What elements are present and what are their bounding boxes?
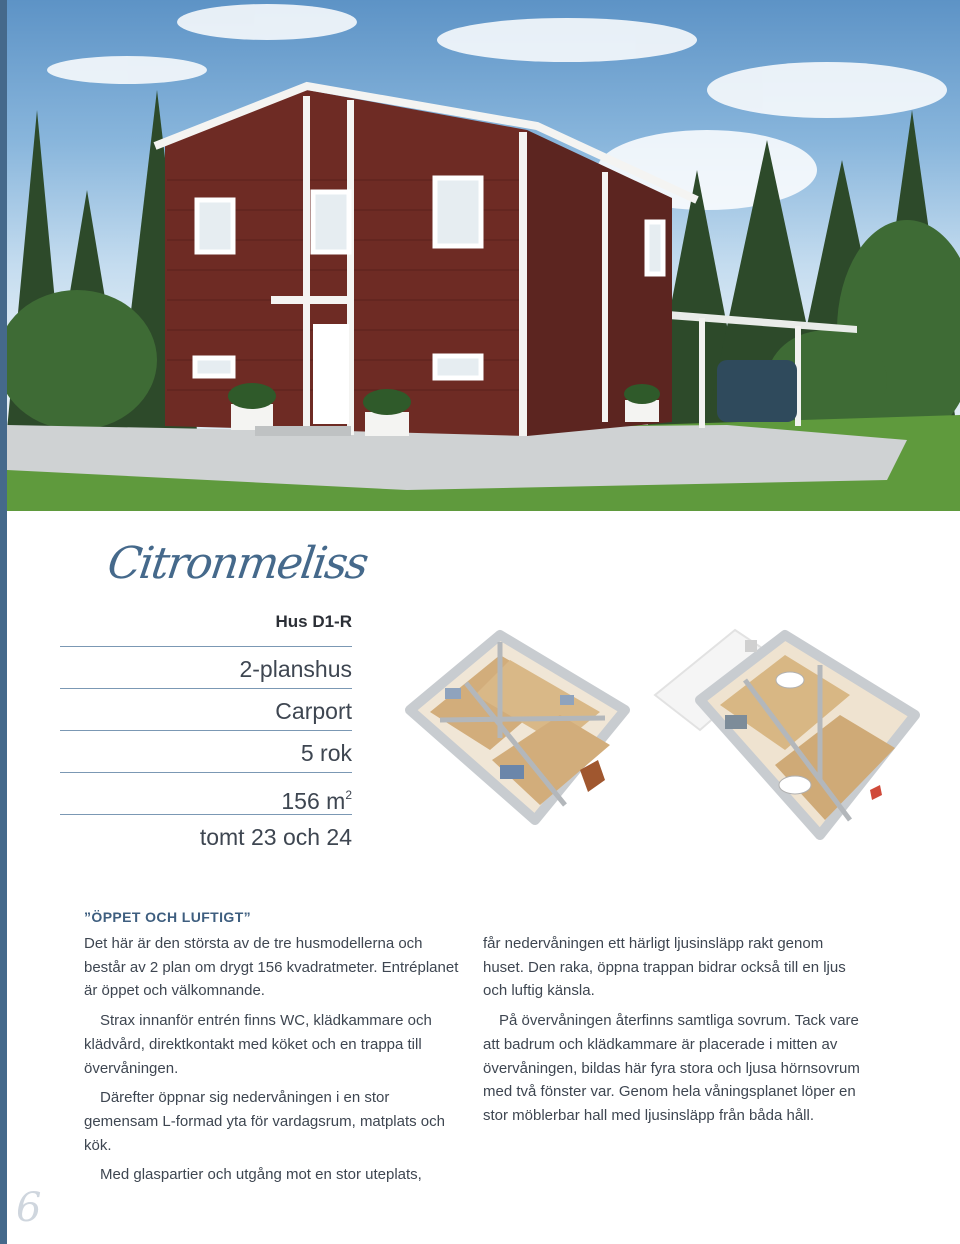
- spec-item-plot: tomt 23 och 24: [60, 814, 352, 856]
- paragraph: Med glaspartier och utgång mot en stor uteplats,: [100, 1166, 422, 1184]
- area-unit-superscript: 2: [345, 788, 352, 802]
- model-label: Hus D1-R: [275, 612, 352, 631]
- house-name-title: Citronmeliss: [104, 538, 370, 589]
- spec-item: 5 rok: [60, 730, 352, 772]
- paragraph: Strax innanför entrén finns WC, klädkammare och klädvård, direktkontakt med köket och en trappa till övervåningen.: [84, 1012, 432, 1077]
- paragraph: Därefter öppnar sig nedervåningen i en stor gemensam L-formad yta för vardagsrum, matplats och kök.: [84, 1089, 445, 1154]
- paragraph: Det här är den största av de tre husmodellerna och består av 2 plan om drygt 156 kvadratmeter. Entréplanet är öppet och välkomnande.: [84, 935, 459, 1000]
- lower-floor-plan: [655, 630, 915, 835]
- spec-list: [60, 646, 352, 856]
- text-column-left: [84, 932, 464, 1193]
- spec-item: 2-planshus: [60, 646, 352, 688]
- paragraph: får nedervåningen ett härligt ljusinsläpp rakt genom huset. Den raka, öppna trappan bidrar också till en ljus och luftig känsla.: [483, 935, 846, 1000]
- spec-item: Carport: [60, 688, 352, 730]
- floor-plans: [400, 620, 940, 850]
- house-photo: [7, 0, 960, 511]
- spec-item-area: [60, 772, 352, 814]
- upper-floor-plan: [410, 635, 625, 820]
- paragraph: På övervåningen återfinns samtliga sovrum. Tack vare att badrum och klädkammare är placerade i mitten av övervåningen, bildas här fyra stora och ljusa hörnsovrum med två fönster var. Genom hela våningsplanet löper en stor möblerbar hall med ljusinsläpp från båda håll.: [483, 1012, 860, 1124]
- area-value: 156 m: [281, 788, 346, 814]
- page-number: 6: [16, 1185, 42, 1231]
- page-edge-bar: [0, 0, 7, 1244]
- section-heading: ”ÖPPET OCH LUFTIGT”: [84, 909, 252, 925]
- text-column-right: [483, 932, 865, 1134]
